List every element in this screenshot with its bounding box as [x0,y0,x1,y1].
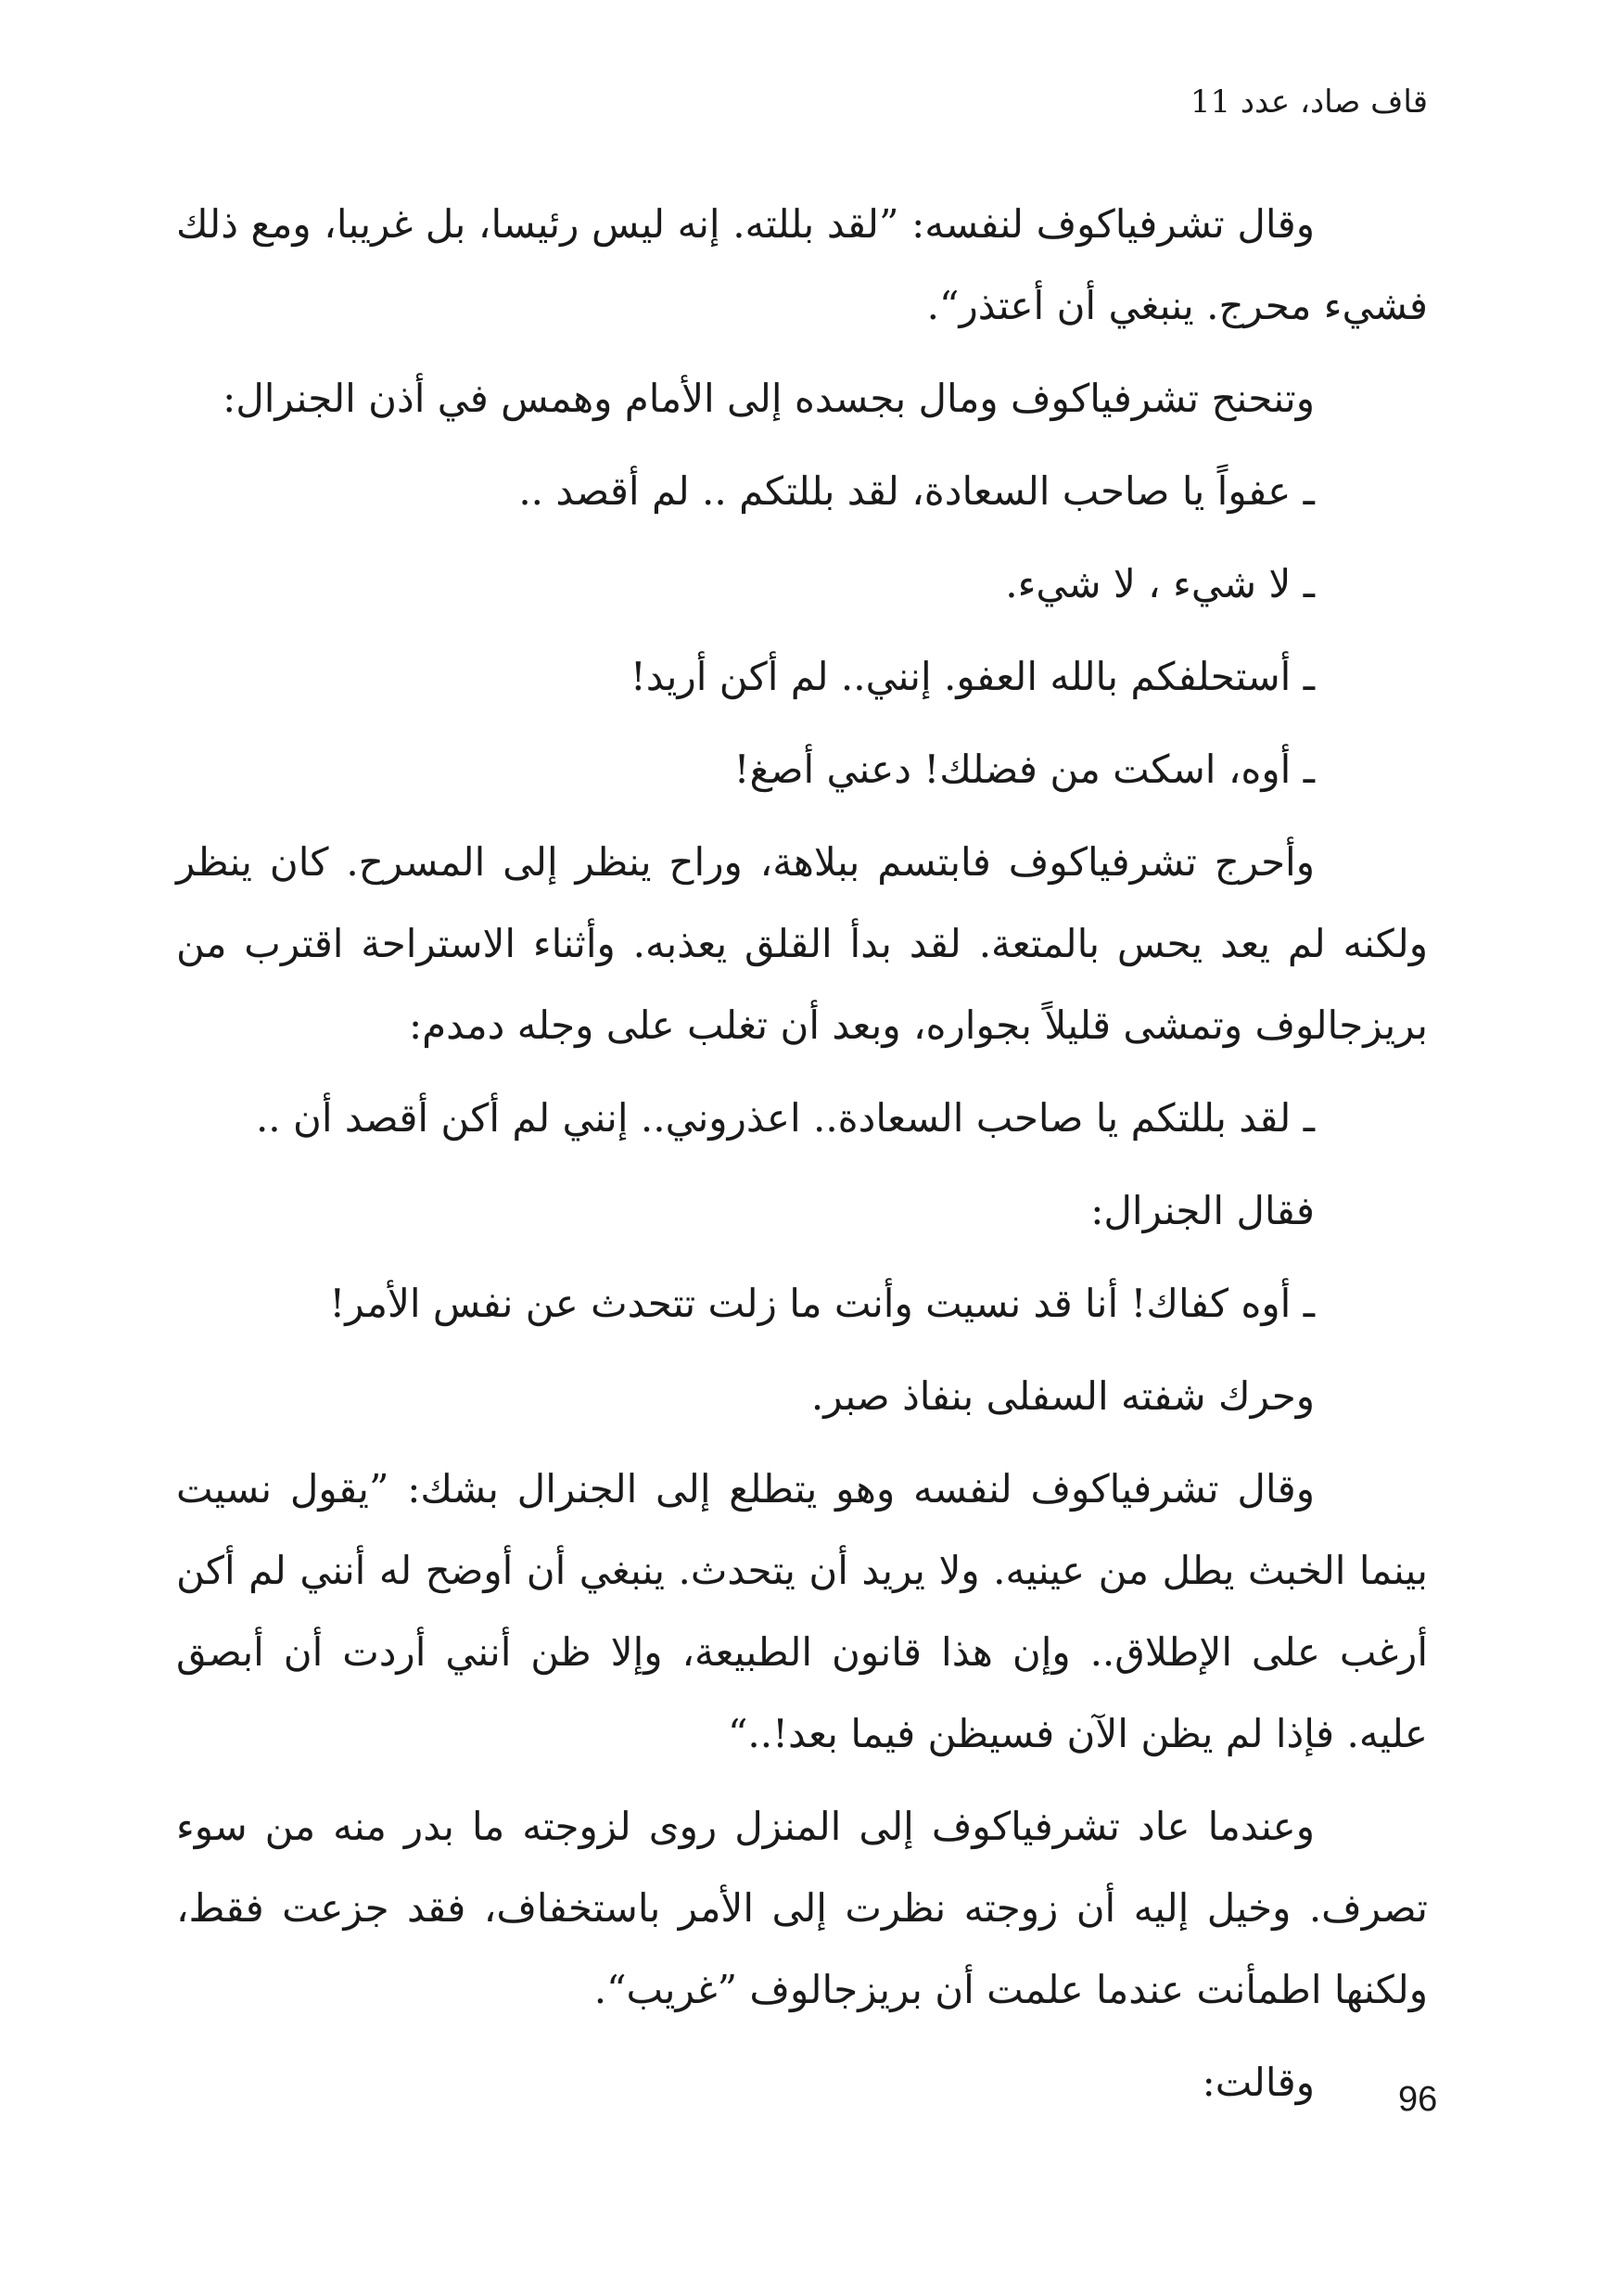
paragraph: وحرك شفته السفلى بنفاذ صبر. [810,1373,1315,1419]
dialogue-line: ـ لقد بللتكم يا صاحب السعادة.. اعذروني.. إنني لم أكن أقصد أن .. [255,1095,1315,1141]
dialogue-line: ـ أستحلفكم بالله العفو. إنني.. لم أكن أريد! [630,654,1315,699]
paragraph: فقال الجنرال: [1090,1188,1315,1233]
paragraph: وأحرج تشرفياكوف فابتسم ببلاهة، وراح ينظر إلى المسرح. كان ينظر ولكنه لم يعد يحس بالمتعة. لقد بدأ القلق يعذبه. وأثناء الاستراحة اقترب من بريزجالوف وتمشى قليلاً بجواره، وبعد أن تغلب على وجله دمدم: [176,839,1428,1048]
dialogue-line: ـ لا شيء ، لا شيء. [1005,561,1315,606]
paragraph: وقال تشرفياكوف لنفسه: ”لقد بللته. إنه ليس رئيسا، بل غريبا، ومع ذلك فشيء محرج. ينبغي أن أعتذر“. [176,201,1428,328]
body-text [176,184,1428,2135]
running-head: قاف صاد، عدد 11 [1190,83,1428,121]
dialogue-line: ـ عفواً يا صاحب السعادة، لقد بللتكم .. لم أقصد .. [518,468,1315,514]
paragraph: وقال تشرفياكوف لنفسه وهو يتطلع إلى الجنرال بشك: ”يقول نسيت بينما الخبث يطل من عينيه. ولا يريد أن يتحدث. ينبغي أن أوضح له أنني لم أكن أرغب على الإطلاق.. وإن هذا قانون الطبيعة، وإلا ظن أنني أردت أن أبصق عليه. فإذا لم يظن الآن فسيظن فيما بعد!..“ [176,1466,1428,1756]
dialogue-line: ـ أوه، اسكت من فضلك! دعني أصغ! [733,746,1315,792]
page-number: 96 [1398,2080,1438,2119]
paragraph: وقالت: [1202,2060,1315,2105]
paragraph: وعندما عاد تشرفياكوف إلى المنزل روى لزوجته ما بدر منه من سوء تصرف. وخيل إليه أن زوجته نظرت إلى الأمر باستخفاف، فقد جزعت فقط، ولكنها اطمأنت عندما علمت أن بريزجالوف ”غريب“. [176,1804,1428,2012]
dialogue-line: ـ أوه كفاك! أنا قد نسيت وأنت ما زلت تتحدث عن نفس الأمر! [329,1281,1315,1326]
paragraph: وتنحنح تشرفياكوف ومال بجسده إلى الأمام وهمس في أذن الجنرال: [223,376,1315,421]
